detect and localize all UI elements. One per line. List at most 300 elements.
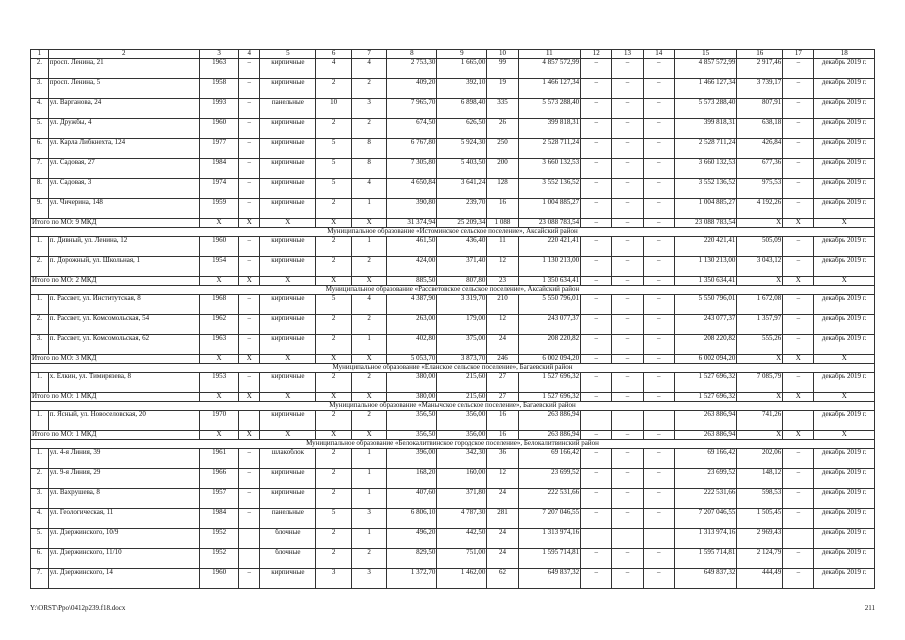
- table-cell: 24: [487, 529, 518, 549]
- table-cell: –: [239, 257, 260, 277]
- table-cell: 1974: [199, 179, 239, 199]
- table-cell: 1959: [199, 199, 239, 219]
- table-cell: –: [239, 509, 260, 529]
- total-cell: –: [581, 355, 612, 364]
- total-row: [31, 355, 875, 364]
- total-cell: –: [581, 277, 612, 286]
- table-cell: 1970: [199, 411, 239, 431]
- table-cell: кирпичные: [260, 335, 316, 355]
- table-cell: 2: [316, 315, 351, 335]
- table-cell: 3 552 136,52: [518, 179, 581, 199]
- address-cell: ул. Садовая, 27: [48, 159, 199, 179]
- table-cell: 5: [316, 159, 351, 179]
- table-cell: декабрь 2019 г.: [814, 99, 875, 119]
- table-cell: –: [239, 469, 260, 489]
- table-cell: 975,53: [737, 179, 783, 199]
- table-cell: 1 672,08: [737, 295, 783, 315]
- table-cell: панельные: [260, 509, 316, 529]
- total-label: Итого по МО: 2 МКД: [31, 277, 200, 286]
- table-cell: 7 207 046,55: [518, 509, 581, 529]
- total-cell: 263 886,94: [518, 431, 581, 440]
- total-cell: X: [260, 393, 316, 402]
- table-cell: –: [783, 179, 814, 199]
- table-cell: 1: [351, 335, 386, 355]
- table-cell: –: [783, 237, 814, 257]
- column-number: 3: [199, 50, 239, 59]
- table-cell: 2: [316, 489, 351, 509]
- table-cell: –: [581, 79, 612, 99]
- table-body: [31, 50, 875, 589]
- table-cell: [783, 411, 814, 431]
- table-cell: 1 130 213,00: [674, 257, 737, 277]
- total-cell: X: [351, 277, 386, 286]
- table-cell: –: [612, 159, 643, 179]
- table-cell: 3 660 132,53: [518, 159, 581, 179]
- table-cell: –: [643, 159, 674, 179]
- total-cell: 885,50: [387, 277, 437, 286]
- table-cell: декабрь 2019 г.: [814, 315, 875, 335]
- table-cell: 2: [316, 199, 351, 219]
- table-cell: 1.: [31, 449, 49, 469]
- column-number: 7: [351, 50, 386, 59]
- table-cell: кирпичные: [260, 79, 316, 99]
- table-cell: 2.: [31, 59, 49, 79]
- table-cell: 638,18: [737, 119, 783, 139]
- table-row: [31, 159, 875, 179]
- table-cell: 371,40: [437, 257, 487, 277]
- table-cell: –: [643, 237, 674, 257]
- table-cell: 10: [316, 99, 351, 119]
- table-cell: декабрь 2019 г.: [814, 529, 875, 549]
- table-cell: 3 043,12: [737, 257, 783, 277]
- table-cell: 1.: [31, 295, 49, 315]
- address-cell: ул. Садовая, 3: [48, 179, 199, 199]
- table-row: [31, 79, 875, 99]
- table-cell: 1963: [199, 335, 239, 355]
- table-cell: 11: [487, 237, 518, 257]
- table-cell: 1 357,97: [737, 315, 783, 335]
- table-cell: 208 220,82: [518, 335, 581, 355]
- table-cell: 1: [351, 489, 386, 509]
- table-cell: 16: [487, 411, 518, 431]
- table-cell: 2: [316, 373, 351, 393]
- page-number: 211: [864, 604, 875, 612]
- table-cell: –: [581, 335, 612, 355]
- table-cell: 2: [351, 411, 386, 431]
- table-cell: 4 787,30: [437, 509, 487, 529]
- total-cell: X: [783, 431, 814, 440]
- table-cell: 16: [487, 199, 518, 219]
- table-cell: 407,60: [387, 489, 437, 509]
- table-cell: 1: [351, 449, 386, 469]
- table-cell: –: [643, 449, 674, 469]
- table-cell: кирпичные: [260, 411, 316, 431]
- total-cell: X: [351, 393, 386, 402]
- section-header-row: [31, 402, 875, 411]
- table-cell: 3: [316, 569, 351, 589]
- total-cell: X: [260, 355, 316, 364]
- table-cell: 2: [351, 119, 386, 139]
- table-cell: декабрь 2019 г.: [814, 139, 875, 159]
- total-cell: 1 350 634,41: [518, 277, 581, 286]
- table-cell: кирпичные: [260, 569, 316, 589]
- table-cell: 222 531,66: [674, 489, 737, 509]
- table-cell: 1993: [199, 99, 239, 119]
- table-cell: 2 969,43: [737, 529, 783, 549]
- table-cell: 148,12: [737, 469, 783, 489]
- table-cell: 23 699,52: [674, 469, 737, 489]
- table-cell: 3 660 132,53: [674, 159, 737, 179]
- table-cell: декабрь 2019 г.: [814, 179, 875, 199]
- table-cell: –: [783, 79, 814, 99]
- table-cell: 69 166,42: [674, 449, 737, 469]
- column-number-row: [31, 50, 875, 59]
- table-cell: 392,10: [437, 79, 487, 99]
- table-cell: 3 641,24: [437, 179, 487, 199]
- total-cell: X: [316, 277, 351, 286]
- table-cell: –: [612, 59, 643, 79]
- table-cell: 371,80: [437, 489, 487, 509]
- table-row: [31, 295, 875, 315]
- total-cell: –: [581, 393, 612, 402]
- table-cell: –: [612, 139, 643, 159]
- table-cell: –: [581, 237, 612, 257]
- table-cell: 222 531,66: [518, 489, 581, 509]
- table-row: [31, 411, 875, 431]
- table-cell: 4: [316, 59, 351, 79]
- table-cell: кирпичные: [260, 59, 316, 79]
- table-cell: декабрь 2019 г.: [814, 59, 875, 79]
- column-number: 13: [612, 50, 643, 59]
- table-cell: 2.: [31, 469, 49, 489]
- table-cell: декабрь 2019 г.: [814, 237, 875, 257]
- table-cell: 1.: [31, 237, 49, 257]
- total-cell: X: [814, 219, 875, 228]
- total-cell: 16: [487, 431, 518, 440]
- table-cell: –: [239, 373, 260, 393]
- address-cell: х. Елкин, ул. Тимирязева, 8: [48, 373, 199, 393]
- table-cell: 3 552 136,52: [674, 179, 737, 199]
- table-cell: декабрь 2019 г.: [814, 569, 875, 589]
- table-cell: –: [581, 139, 612, 159]
- table-cell: 496,20: [387, 529, 437, 549]
- table-cell: декабрь 2019 г.: [814, 509, 875, 529]
- table-cell: –: [581, 179, 612, 199]
- table-cell: 380,00: [387, 373, 437, 393]
- table-cell: 4 192,26: [737, 199, 783, 219]
- total-cell: –: [612, 219, 643, 228]
- total-cell: 23: [487, 277, 518, 286]
- table-cell: 4 857 572,99: [518, 59, 581, 79]
- table-cell: –: [581, 199, 612, 219]
- table-cell: 2: [351, 549, 386, 569]
- table-cell: 5: [316, 179, 351, 199]
- total-cell: X: [199, 277, 239, 286]
- table-cell: 3: [351, 509, 386, 529]
- table-cell: 12: [487, 315, 518, 335]
- table-cell: –: [612, 79, 643, 99]
- table-cell: 7.: [31, 159, 49, 179]
- table-cell: кирпичные: [260, 139, 316, 159]
- table-cell: –: [612, 549, 643, 569]
- total-label: Итого по МО: 3 МКД: [31, 355, 200, 364]
- table-cell: –: [783, 449, 814, 469]
- table-cell: декабрь 2019 г.: [814, 119, 875, 139]
- table-cell: 7 305,80: [387, 159, 437, 179]
- column-number: 12: [581, 50, 612, 59]
- address-cell: п. Дорожный, ул. Школьная, 1: [48, 257, 199, 277]
- table-row: [31, 373, 875, 393]
- total-cell: X: [737, 393, 783, 402]
- address-cell: ул. Вахрушева, 8: [48, 489, 199, 509]
- table-cell: –: [612, 335, 643, 355]
- total-cell: 807,80: [437, 277, 487, 286]
- table-cell: –: [783, 119, 814, 139]
- file-path: Y:\ORST\Ppo\0412p239.f18.docx: [30, 604, 126, 612]
- total-row: [31, 277, 875, 286]
- address-cell: ул. Чичерина, 148: [48, 199, 199, 219]
- table-cell: 399 818,31: [518, 119, 581, 139]
- total-cell: 380,00: [387, 393, 437, 402]
- table-cell: [612, 529, 643, 549]
- table-cell: кирпичные: [260, 179, 316, 199]
- section-header-row: [31, 440, 875, 449]
- table-cell: 8: [351, 159, 386, 179]
- table-cell: 1954: [199, 257, 239, 277]
- total-cell: X: [199, 355, 239, 364]
- table-cell: 3 739,17: [737, 79, 783, 99]
- table-cell: 1 466 127,34: [674, 79, 737, 99]
- table-cell: –: [581, 257, 612, 277]
- table-cell: 1 527 696,32: [674, 373, 737, 393]
- table-cell: блочные: [260, 529, 316, 549]
- table-cell: 1 313 974,16: [674, 529, 737, 549]
- table-cell: 7.: [31, 569, 49, 589]
- table-row: [31, 449, 875, 469]
- table-cell: –: [239, 449, 260, 469]
- total-cell: X: [737, 219, 783, 228]
- table-cell: 1984: [199, 159, 239, 179]
- total-cell: 6 002 094,20: [518, 355, 581, 364]
- table-cell: –: [581, 59, 612, 79]
- table-cell: 4 857 572,99: [674, 59, 737, 79]
- table-cell: 1.: [31, 411, 49, 431]
- table-cell: 1: [351, 237, 386, 257]
- table-cell: –: [643, 139, 674, 159]
- table-cell: 626,50: [437, 119, 487, 139]
- table-cell: 807,91: [737, 99, 783, 119]
- table-row: [31, 569, 875, 589]
- table-cell: 2: [351, 315, 386, 335]
- total-cell: X: [351, 431, 386, 440]
- total-cell: X: [239, 277, 260, 286]
- table-cell: 5: [316, 139, 351, 159]
- table-cell: 2: [316, 529, 351, 549]
- table-cell: –: [581, 159, 612, 179]
- table-cell: 598,53: [737, 489, 783, 509]
- table-cell: 1968: [199, 295, 239, 315]
- address-cell: ул. Дружбы, 4: [48, 119, 199, 139]
- housing-table: [30, 49, 875, 589]
- table-cell: 674,50: [387, 119, 437, 139]
- table-cell: –: [239, 237, 260, 257]
- table-cell: –: [783, 59, 814, 79]
- table-cell: 5 573 288,40: [518, 99, 581, 119]
- table-cell: 3.: [31, 489, 49, 509]
- table-cell: 215,60: [437, 373, 487, 393]
- table-cell: –: [581, 489, 612, 509]
- table-cell: –: [643, 373, 674, 393]
- table-cell: –: [643, 59, 674, 79]
- total-cell: 215,60: [437, 393, 487, 402]
- table-cell: –: [581, 469, 612, 489]
- table-row: [31, 469, 875, 489]
- table-cell: 7 207 046,55: [674, 509, 737, 529]
- table-cell: –: [783, 295, 814, 315]
- total-cell: X: [814, 355, 875, 364]
- table-row: [31, 199, 875, 219]
- total-cell: –: [612, 431, 643, 440]
- address-cell: ул. Дзержинского, 10/9: [48, 529, 199, 549]
- address-cell: п. Рассвет, ул. Институтская, 8: [48, 295, 199, 315]
- table-cell: –: [239, 569, 260, 589]
- table-cell: 19: [487, 79, 518, 99]
- total-cell: 356,00: [437, 431, 487, 440]
- table-cell: –: [612, 179, 643, 199]
- total-cell: X: [316, 393, 351, 402]
- table-row: [31, 335, 875, 355]
- table-cell: 426,84: [737, 139, 783, 159]
- table-cell: 1 372,70: [387, 569, 437, 589]
- table-cell: декабрь 2019 г.: [814, 79, 875, 99]
- table-cell: кирпичные: [260, 295, 316, 315]
- total-cell: X: [316, 219, 351, 228]
- address-cell: п. Рассвет, ул. Комсомольская, 54: [48, 315, 199, 335]
- column-number: 18: [814, 50, 875, 59]
- table-cell: –: [612, 373, 643, 393]
- table-cell: 1 313 974,16: [518, 529, 581, 549]
- table-cell: –: [783, 373, 814, 393]
- table-cell: 12: [487, 469, 518, 489]
- table-cell: 250: [487, 139, 518, 159]
- table-cell: 1953: [199, 373, 239, 393]
- table-cell: –: [239, 489, 260, 509]
- table-cell: 2: [316, 469, 351, 489]
- table-cell: 1 130 213,00: [518, 257, 581, 277]
- table-cell: [581, 529, 612, 549]
- total-cell: X: [814, 431, 875, 440]
- total-cell: X: [783, 393, 814, 402]
- table-cell: 4: [351, 295, 386, 315]
- table-cell: 409,20: [387, 79, 437, 99]
- table-row: [31, 179, 875, 199]
- table-cell: 1: [351, 469, 386, 489]
- table-cell: –: [239, 315, 260, 335]
- total-cell: X: [239, 219, 260, 228]
- table-cell: –: [581, 509, 612, 529]
- table-cell: декабрь 2019 г.: [814, 257, 875, 277]
- table-cell: 6 767,80: [387, 139, 437, 159]
- address-cell: ул. Варганова, 24: [48, 99, 199, 119]
- address-cell: ул. 9-я Линия, 29: [48, 469, 199, 489]
- table-cell: 168,20: [387, 469, 437, 489]
- column-number: 17: [783, 50, 814, 59]
- table-cell: –: [643, 99, 674, 119]
- table-cell: –: [643, 549, 674, 569]
- table-cell: 4.: [31, 99, 49, 119]
- total-cell: 1 350 634,41: [674, 277, 737, 286]
- table-cell: 9.: [31, 199, 49, 219]
- table-cell: кирпичные: [260, 489, 316, 509]
- total-cell: X: [316, 431, 351, 440]
- table-cell: 396,00: [387, 449, 437, 469]
- table-cell: –: [783, 159, 814, 179]
- table-cell: 1952: [199, 549, 239, 569]
- table-cell: –: [581, 315, 612, 335]
- table-cell: 390,80: [387, 199, 437, 219]
- column-number: 11: [518, 50, 581, 59]
- table-cell: 399 818,31: [674, 119, 737, 139]
- table-cell: 5: [316, 295, 351, 315]
- table-cell: декабрь 2019 г.: [814, 373, 875, 393]
- table-cell: 62: [487, 569, 518, 589]
- table-cell: 649 837,32: [518, 569, 581, 589]
- section-header-row: [31, 228, 875, 237]
- total-cell: 3 873,70: [437, 355, 487, 364]
- table-cell: –: [239, 179, 260, 199]
- table-cell: –: [783, 199, 814, 219]
- table-cell: 281: [487, 509, 518, 529]
- table-cell: –: [643, 489, 674, 509]
- total-label: Итого по МО: 1 МКД: [31, 431, 200, 440]
- table-cell: 179,00: [437, 315, 487, 335]
- table-cell: –: [783, 549, 814, 569]
- table-cell: 6 898,40: [437, 99, 487, 119]
- table-cell: 5 403,50: [437, 159, 487, 179]
- table-cell: –: [612, 509, 643, 529]
- total-cell: X: [199, 393, 239, 402]
- table-cell: декабрь 2019 г.: [814, 549, 875, 569]
- table-cell: 1960: [199, 569, 239, 589]
- table-cell: –: [643, 257, 674, 277]
- table-cell: 1960: [199, 119, 239, 139]
- table-cell: [643, 529, 674, 549]
- address-cell: п. Ясный, ул. Новоселовская, 20: [48, 411, 199, 431]
- table-cell: –: [239, 139, 260, 159]
- table-cell: 1 665,00: [437, 59, 487, 79]
- table-cell: 7 965,70: [387, 99, 437, 119]
- table-cell: 210: [487, 295, 518, 315]
- column-number: 8: [387, 50, 437, 59]
- table-cell: декабрь 2019 г.: [814, 295, 875, 315]
- table-cell: 1961: [199, 449, 239, 469]
- table-cell: –: [612, 295, 643, 315]
- total-cell: 1 527 696,32: [674, 393, 737, 402]
- table-cell: шлакоблок: [260, 449, 316, 469]
- table-cell: 7 085,79: [737, 373, 783, 393]
- table-cell: декабрь 2019 г.: [814, 449, 875, 469]
- table-cell: 375,00: [437, 335, 487, 355]
- section-title: Муниципальное образование «Белокалитвинское городское поселение», Белокалитвинский район: [31, 440, 875, 449]
- table-cell: 2: [351, 79, 386, 99]
- table-cell: 1 527 696,32: [518, 373, 581, 393]
- table-cell: –: [612, 99, 643, 119]
- table-cell: 356,00: [437, 411, 487, 431]
- table-row: [31, 549, 875, 569]
- table-cell: 5 924,30: [437, 139, 487, 159]
- total-cell: –: [581, 431, 612, 440]
- table-cell: –: [643, 199, 674, 219]
